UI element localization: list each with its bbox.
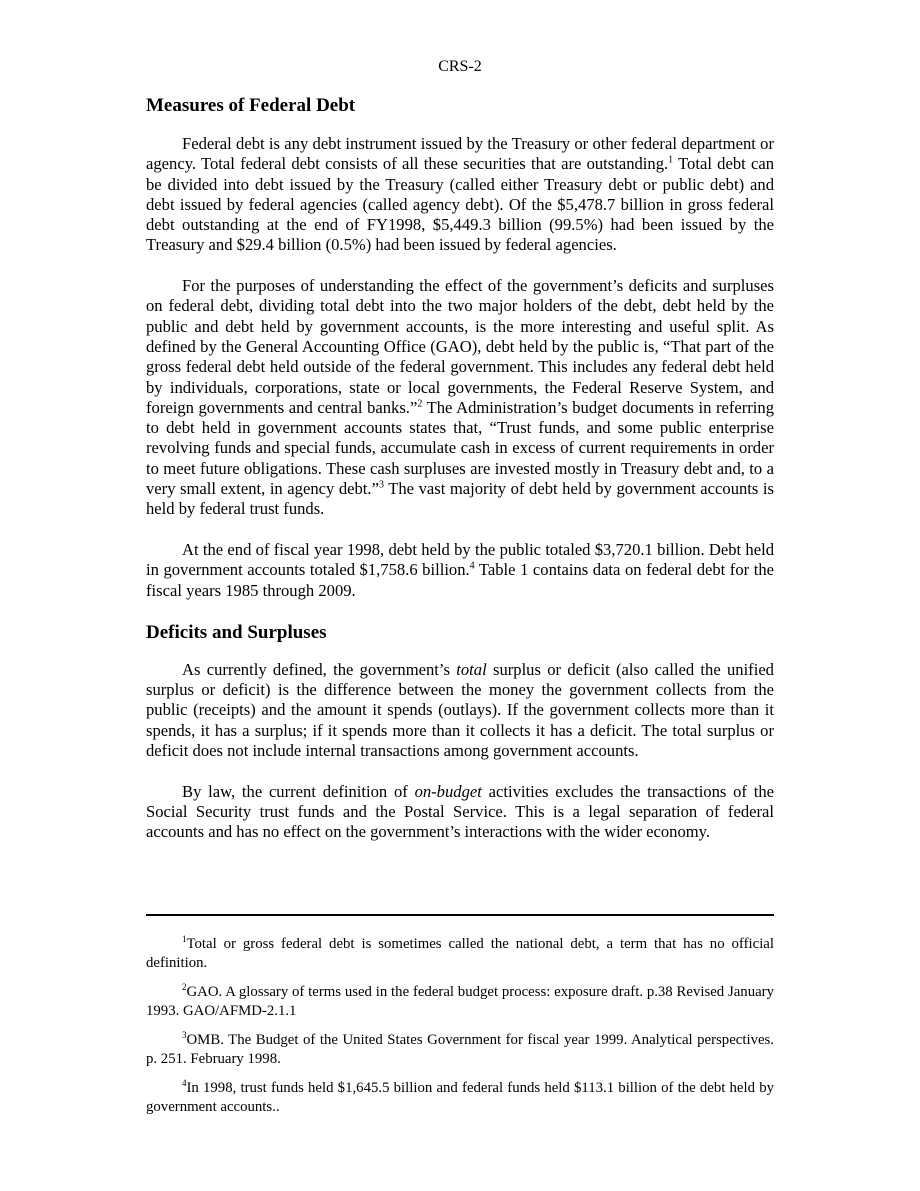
paragraph-text: activities excludes the transactions of the Social Security trust funds and the Postal Service. This is a legal separation of federal accounts and has no effect on the government’s interactions with the wider economy. [146, 781, 774, 842]
paragraph-text: By law, the current definition of [182, 781, 415, 801]
paragraph-text: At the end of fiscal year 1998, debt held by the public totaled $3,720.1 billion. Debt held in government accounts totaled $1,758.6 billion. [146, 539, 774, 580]
paragraph-text: For the purposes of understanding the effect of the government’s deficits and surpluses on federal debt, dividing total debt into the two major holders of the debt, debt held by the public and debt held by government accounts, is the more interesting and useful split. As defined by the General Accounting Office (GAO), debt held by the public is, “That part of the gross federal debt held outside of the federal government. This includes any federal debt held by individuals, corporations, state or local governments, the Federal Reserve System, and foreign governments and central banks.” [146, 276, 774, 417]
footnote-ref-3[interactable]: 3 [378, 479, 384, 491]
section-heading-deficits: Deficits and Surpluses [146, 621, 327, 643]
footnote-text: In 1998, trust funds held $1,645.5 billion and federal funds held $113.1 billion of the debt held by government accounts.. [146, 1080, 774, 1115]
emphasis-text: on-budget [414, 781, 482, 801]
footnote-number: 3 [182, 1030, 187, 1041]
footnote-4 [146, 1079, 774, 1116]
footnote-text: Total or gross federal debt is sometimes called the national debt, a term that has no official definition. [146, 936, 774, 971]
document-body [146, 94, 774, 843]
footnote-1 [146, 935, 774, 972]
paragraph-debt-holders [146, 276, 774, 520]
emphasis-text: total [456, 659, 487, 679]
paragraph-text: Table 1 contains data on federal debt for the fiscal years 1985 through 2009. [146, 560, 774, 600]
page-number-label: CRS-2 [438, 58, 482, 75]
paragraph-fy1998-totals [146, 540, 774, 601]
footnotes-section [146, 935, 774, 1127]
paragraph-text: Federal debt is any debt instrument issued by the Treasury or other federal department or agency. Total federal debt consists of all these securities that are outstanding. [146, 134, 774, 174]
footnote-number: 2 [182, 982, 187, 993]
footnote-ref-4[interactable]: 4 [469, 560, 475, 572]
footnote-text: OMB. The Budget of the United States Government for fiscal year 1999. Analytical perspectives. p. 251. February 1998. [146, 1032, 774, 1067]
footnote-divider [146, 914, 774, 916]
footnote-3 [146, 1031, 774, 1068]
paragraph-text: The vast majority of debt held by government accounts is held by federal trust funds. [146, 479, 774, 519]
paragraph-total-surplus [146, 660, 774, 761]
paragraph-text: Total debt can be divided into debt issued by the Treasury (called either Treasury debt or public debt) and debt issued by federal agencies (called agency debt). Of the $5,478.7 billion in gross federal debt outstanding at the end of FY1998, $5,449.3 billion (99.5%) had been issued by the Treasury and $29.4 billion (0.5%) had been issued by federal agencies. [146, 154, 774, 255]
paragraph-text: As currently defined, the government’s [182, 659, 457, 679]
footnote-2 [146, 983, 774, 1020]
footnote-text: GAO. A glossary of terms used in the federal budget process: exposure draft. p.38 Revised January 1993. GAO/AFMD-2.1.1 [146, 984, 774, 1019]
paragraph-on-budget [146, 782, 774, 843]
paragraph-text: The Administration’s budget documents in referring to debt held in government accounts states that, “Trust funds, and some public enterprise revolving funds and special funds, accumulate cash in excess of current requirements in order to meet future obligations. These cash surpluses are invested mostly in Treasury debt and, to a very small extent, in agency debt.” [146, 397, 774, 499]
footnote-ref-2[interactable]: 2 [417, 398, 423, 410]
section-heading-measures: Measures of Federal Debt [146, 95, 356, 116]
footnote-number: 4 [182, 1078, 187, 1089]
paragraph-federal-debt-definition [146, 134, 774, 256]
footnote-number: 1 [182, 934, 187, 945]
paragraph-text: surplus or deficit (also called the unified surplus or deficit) is the difference between the money the government collects from the public (receipts) and the amount it spends (outlays). If the government collects more than it spends, it has a surplus; if it spends more than it collects it has a deficit. The total surplus or deficit does not include internal transactions among government accounts. [146, 659, 774, 761]
footnote-ref-1[interactable]: 1 [668, 154, 674, 166]
